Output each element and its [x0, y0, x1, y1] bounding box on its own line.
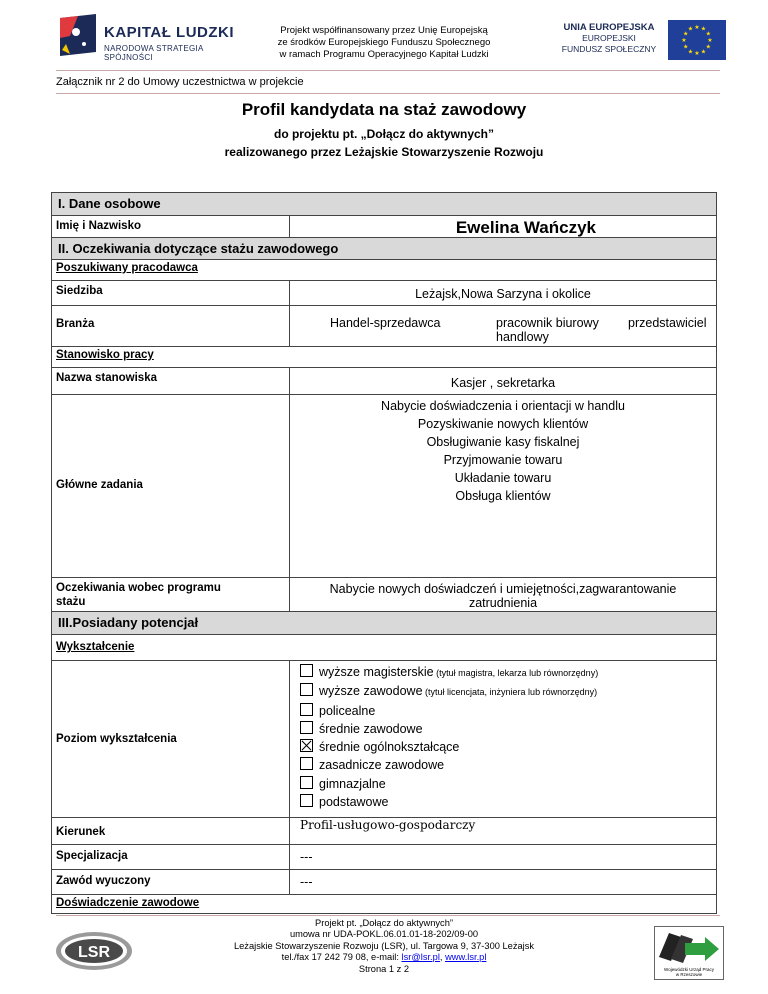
- kapital-ludzki-logo: [56, 14, 246, 64]
- svg-text:★: ★: [687, 48, 694, 56]
- expectations-label-line: stażu: [56, 596, 86, 608]
- kapital-ludzki-flag-icon: [56, 14, 98, 60]
- eu-line: FUNDUSZ SPOŁECZNY: [561, 44, 657, 54]
- task-item: Pozyskiwanie nowych klientów: [417, 417, 589, 431]
- option-label: wyższe magisterskie: [319, 665, 434, 679]
- direction-label: Kierunek: [52, 818, 290, 844]
- eu-flag-icon: [668, 20, 726, 60]
- education-option[interactable]: [300, 756, 716, 774]
- page-number: Strona 1 z 2: [358, 963, 410, 974]
- task-item: Nabycie doświadczenia i orientacji w handlu: [381, 399, 625, 413]
- wup-caption-line: w Rzeszowie: [675, 972, 703, 977]
- footer-line: umowa nr UDA-POKL.06.01.01-18-202/09-00: [289, 929, 479, 940]
- education-option[interactable]: [300, 738, 716, 756]
- row-direction: [51, 817, 717, 844]
- svg-text:★: ★: [683, 30, 689, 38]
- cofinance-line: w ramach Programu Operacyjnego Kapitał Ludzki: [279, 49, 489, 60]
- task-item: Układanie towaru: [454, 471, 552, 485]
- industry-label: Branża: [52, 306, 290, 346]
- separator: ,: [439, 952, 446, 963]
- education-option[interactable]: [300, 682, 716, 701]
- checkbox[interactable]: [300, 703, 313, 716]
- section-personal-data: I. Dane osobowe: [51, 192, 717, 215]
- option-label: podstawowe: [319, 795, 389, 810]
- row-position-name: [51, 367, 717, 394]
- row-education-level: [51, 660, 717, 817]
- employer-heading: Poszukiwany pracodawca: [51, 259, 717, 280]
- expectations-label-line: Oczekiwania wobec programu: [56, 582, 221, 594]
- option-label: średnie ogólnokształcące: [319, 740, 460, 755]
- name-value-cell: [290, 216, 716, 237]
- expectations-value-line: Nabycie nowych doświadczeń i umiejętności,zagwarantowanie: [329, 582, 677, 596]
- section-expectations: II. Oczekiwania dotyczące stażu zawodowego: [51, 237, 717, 259]
- industry-option-line: handlowy: [496, 330, 549, 344]
- footer-contact: [200, 952, 568, 963]
- svg-text:★: ★: [687, 25, 694, 33]
- task-item: Przyjmowanie towaru: [443, 453, 563, 467]
- industry-option: Handel-sprzedawca: [330, 316, 441, 330]
- education-option[interactable]: [300, 663, 716, 682]
- specialization-value: ---: [300, 850, 313, 864]
- name-label: Imię i Nazwisko: [52, 216, 290, 237]
- kapital-ludzki-title: KAPITAŁ LUDZKI: [104, 24, 235, 41]
- page-header: [0, 0, 768, 72]
- option-note: (tytuł licencjata, inżyniera lub równorzędny): [422, 687, 598, 698]
- footer-line: Projekt pt. „Dołącz do aktywnych”: [315, 918, 453, 928]
- industry-option-line: pracownik biurowy: [496, 316, 599, 330]
- task-item: Obsługiwanie kasy fiskalnej: [426, 435, 580, 449]
- education-level-label: Poziom wykształcenia: [52, 661, 290, 817]
- checkbox[interactable]: [300, 794, 313, 807]
- position-heading: Stanowisko pracy: [51, 346, 717, 367]
- option-label: wyższe zawodowe: [319, 684, 423, 699]
- education-option[interactable]: [300, 702, 716, 720]
- footer-phone: tel./fax 17 242 79 08, e-mail:: [281, 952, 402, 963]
- svg-text:★: ★: [700, 48, 707, 56]
- option-note: (tytuł magistra, lekarza lub równorzędny): [433, 668, 599, 678]
- kapital-ludzki-subtitle: NARODOWA STRATEGIA SPÓJNOŚCI: [104, 44, 204, 62]
- expectations-label: [52, 578, 290, 611]
- education-option[interactable]: [300, 720, 716, 738]
- wup-logo-caption: [655, 967, 723, 977]
- lsr-logo-text: LSR: [78, 944, 110, 961]
- seat-value: Leżajsk,Nowa Sarzyna i okolice: [415, 287, 591, 301]
- svg-text:★: ★: [683, 43, 689, 51]
- svg-text:★: ★: [705, 43, 711, 51]
- checkbox-checked[interactable]: [300, 739, 313, 752]
- svg-text:★: ★: [707, 37, 713, 44]
- section-potential: III.Posiadany potencjał: [51, 611, 717, 634]
- option-label: policealne: [319, 703, 376, 718]
- eu-title: UNIA EUROPEJSKA: [563, 22, 655, 33]
- lsr-logo-icon: [54, 930, 134, 972]
- svg-text:★: ★: [694, 24, 700, 31]
- eu-logo-text: [560, 22, 658, 55]
- direction-value: Profil-usługowo-gospodarczy: [300, 818, 476, 832]
- education-option[interactable]: [300, 775, 716, 793]
- row-seat: [51, 280, 717, 305]
- document-title: Profil kandydata na staż zawodowy: [241, 100, 527, 119]
- row-program-expectations: [51, 577, 717, 611]
- svg-text:★: ★: [700, 25, 707, 33]
- svg-text:★: ★: [681, 37, 687, 44]
- experience-heading: Doświadczenie zawodowe: [51, 894, 717, 914]
- industry-option: [496, 316, 599, 344]
- option-label: gimnazjalne: [319, 776, 386, 791]
- checkbox[interactable]: [300, 757, 313, 770]
- main-tasks-list: [290, 395, 716, 579]
- wup-logo-icon: [655, 927, 723, 967]
- expectations-value: [290, 578, 716, 611]
- header-divider: [56, 70, 720, 71]
- option-label: zasadnicze zawodowe: [319, 758, 445, 773]
- document-subtitle: do projektu pt. „Dołącz do aktywnych”: [273, 127, 495, 141]
- checkbox[interactable]: [300, 721, 313, 734]
- task-item: Obsługa klientów: [455, 489, 551, 503]
- education-heading: Wykształcenie: [51, 634, 717, 660]
- cofinance-note: [252, 25, 516, 61]
- row-main-tasks: [51, 394, 717, 577]
- annex-divider: [56, 93, 720, 94]
- specialization-label: Specjalizacja: [52, 845, 290, 869]
- svg-text:★: ★: [694, 50, 700, 57]
- industry-values: [290, 306, 716, 346]
- industry-option: przedstawiciel: [628, 316, 707, 330]
- website-link[interactable]: www.lsr.pl: [445, 952, 487, 963]
- profession-value: ---: [300, 875, 313, 889]
- checkbox[interactable]: [300, 776, 313, 789]
- footer-line: Leżajskie Stowarzyszenie Rozwoju (LSR), ul. Targowa 9, 37-300 Leżajsk: [233, 940, 535, 951]
- option-label: średnie zawodowe: [319, 721, 423, 736]
- eu-line: EUROPEJSKI: [582, 33, 636, 43]
- row-specialization: [51, 844, 717, 869]
- seat-label: Siedziba: [52, 281, 290, 305]
- position-name-value: Kasjer , sekretarka: [450, 376, 556, 390]
- document-subtitle-org: realizowanego przez Leżajskie Stowarzyszenie Rozwoju: [224, 145, 544, 159]
- checkbox[interactable]: [300, 683, 313, 696]
- wup-caption-line: Wojewódzki Urząd Pracy: [664, 967, 714, 972]
- eu-logo: [560, 20, 720, 64]
- education-options: [290, 661, 716, 819]
- row-learned-profession: [51, 869, 717, 894]
- annex-note: Załącznik nr 2 do Umowy uczestnictwa w projekcie: [56, 76, 304, 88]
- candidate-name: Ewelina Wańczyk: [455, 218, 596, 237]
- svg-text:★: ★: [705, 30, 711, 38]
- cofinance-line: Projekt współfinansowany przez Unię Europejską: [280, 25, 488, 36]
- checkbox[interactable]: [300, 664, 313, 677]
- education-option[interactable]: [300, 793, 716, 811]
- position-name-label: Nazwa stanowiska: [52, 368, 290, 394]
- main-tasks-label: Główne zadania: [52, 395, 290, 577]
- cofinance-line: ze środków Europejskiego Funduszu Społecznego: [277, 37, 491, 48]
- profession-label: Zawód wyuczony: [52, 870, 290, 894]
- footer-text: [200, 918, 568, 975]
- row-name: [51, 215, 717, 237]
- page-footer: [0, 912, 768, 994]
- wup-logo: [654, 926, 724, 980]
- expectations-value-line: zatrudnienia: [468, 596, 538, 610]
- email-link[interactable]: lsr@lsr.pl: [401, 952, 440, 963]
- row-industry: [51, 305, 717, 346]
